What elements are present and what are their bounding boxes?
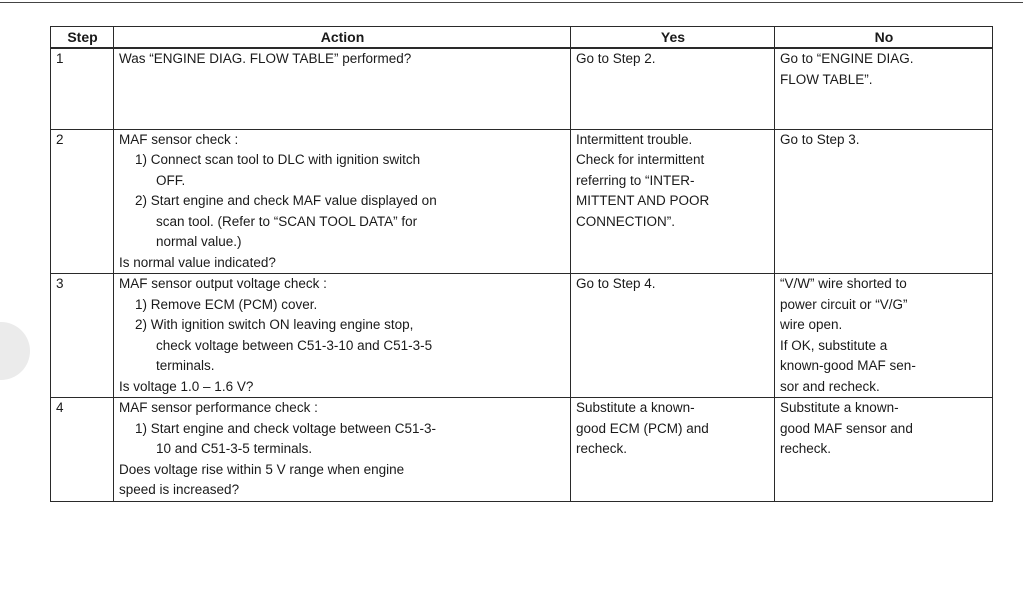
action-step-2-cont: normal value.)	[156, 234, 242, 249]
action-step-2: 2) Start engine and check MAF value displayed on	[135, 193, 437, 208]
header-action: Action	[114, 27, 571, 49]
yes-text: CONNECTION”.	[576, 213, 675, 229]
action-step-num: 1)	[135, 152, 148, 167]
table-header-row	[51, 27, 993, 49]
table-row	[51, 398, 993, 502]
no-text: If OK, substitute a	[780, 337, 888, 353]
action-cell	[114, 398, 571, 502]
no-text: Substitute a known-	[780, 400, 899, 415]
no-text: “V/W” wire shorted to	[780, 276, 907, 291]
yes-text: Check for intermittent	[576, 152, 705, 167]
action-cell	[114, 129, 571, 274]
table-row	[51, 48, 993, 129]
no-cell	[775, 398, 993, 502]
action-step-2: 2) With ignition switch ON leaving engine stop,	[135, 317, 414, 332]
action-step-1-cont: OFF.	[156, 172, 186, 188]
yes-cell	[571, 398, 775, 502]
yes-text: Intermittent trouble.	[576, 131, 693, 147]
header-no: No	[775, 27, 993, 49]
yes-cell	[571, 274, 775, 398]
page-edge-tab	[0, 322, 30, 380]
action-step-num: 2)	[135, 193, 148, 208]
yes-text: good ECM (PCM) and	[576, 420, 709, 436]
diagnostic-table	[50, 26, 993, 502]
action-question: speed is increased?	[119, 482, 240, 497]
action-title: MAF sensor check :	[119, 131, 239, 147]
action-step-1: 1) Remove ECM (PCM) cover.	[135, 296, 318, 312]
action-step-num: 2)	[135, 317, 148, 332]
action-title: Was “ENGINE DIAG. FLOW TABLE” performed?	[119, 51, 412, 66]
table-row	[51, 129, 993, 274]
action-step-num: 1)	[135, 296, 148, 312]
yes-text: MITTENT AND POOR	[576, 193, 710, 208]
no-cell	[775, 129, 993, 274]
yes-text: Substitute a known-	[576, 400, 695, 415]
action-question: Is normal value indicated?	[119, 254, 276, 270]
action-step-1: 1) Connect scan tool to DLC with ignition switch	[135, 152, 421, 167]
no-text: Go to “ENGINE DIAG.	[780, 51, 914, 66]
action-step-2-cont: check voltage between C51-3-10 and C51-3-5	[156, 337, 433, 353]
header-step: Step	[51, 27, 114, 49]
step-number: 3	[51, 274, 114, 398]
no-text: recheck.	[780, 441, 832, 456]
action-question: Is voltage 1.0 – 1.6 V?	[119, 378, 254, 394]
yes-text: recheck.	[576, 441, 628, 456]
no-text: sor and recheck.	[780, 378, 880, 394]
step-number: 2	[51, 129, 114, 274]
action-step-num: 1)	[135, 420, 148, 436]
yes-cell	[571, 48, 775, 129]
no-text: power circuit or “V/G”	[780, 296, 908, 312]
no-text: wire open.	[780, 317, 843, 332]
header-yes: Yes	[571, 27, 775, 49]
yes-cell	[571, 129, 775, 274]
action-step-2-cont: terminals.	[156, 358, 215, 373]
no-text: known-good MAF sen-	[780, 358, 916, 373]
action-cell	[114, 48, 571, 129]
top-rule	[0, 2, 1023, 3]
action-cell	[114, 274, 571, 398]
action-title: MAF sensor performance check :	[119, 400, 318, 415]
no-cell	[775, 48, 993, 129]
step-number: 1	[51, 48, 114, 129]
table-row	[51, 274, 993, 398]
action-step-2-cont: scan tool. (Refer to “SCAN TOOL DATA” for	[156, 213, 418, 229]
no-text: FLOW TABLE”.	[780, 71, 873, 87]
no-text: Go to Step 3.	[780, 131, 860, 147]
step-number: 4	[51, 398, 114, 502]
yes-text: referring to “INTER-	[576, 172, 695, 188]
no-text: good MAF sensor and	[780, 420, 913, 436]
action-step-1: 1) Start engine and check voltage between C51-3-	[135, 420, 436, 436]
action-title: MAF sensor output voltage check :	[119, 276, 327, 291]
yes-text: Go to Step 2.	[576, 51, 656, 66]
action-question: Does voltage rise within 5 V range when engine	[119, 461, 405, 477]
no-cell	[775, 274, 993, 398]
yes-text: Go to Step 4.	[576, 276, 656, 291]
action-step-1-cont: 10 and C51-3-5 terminals.	[156, 441, 313, 456]
